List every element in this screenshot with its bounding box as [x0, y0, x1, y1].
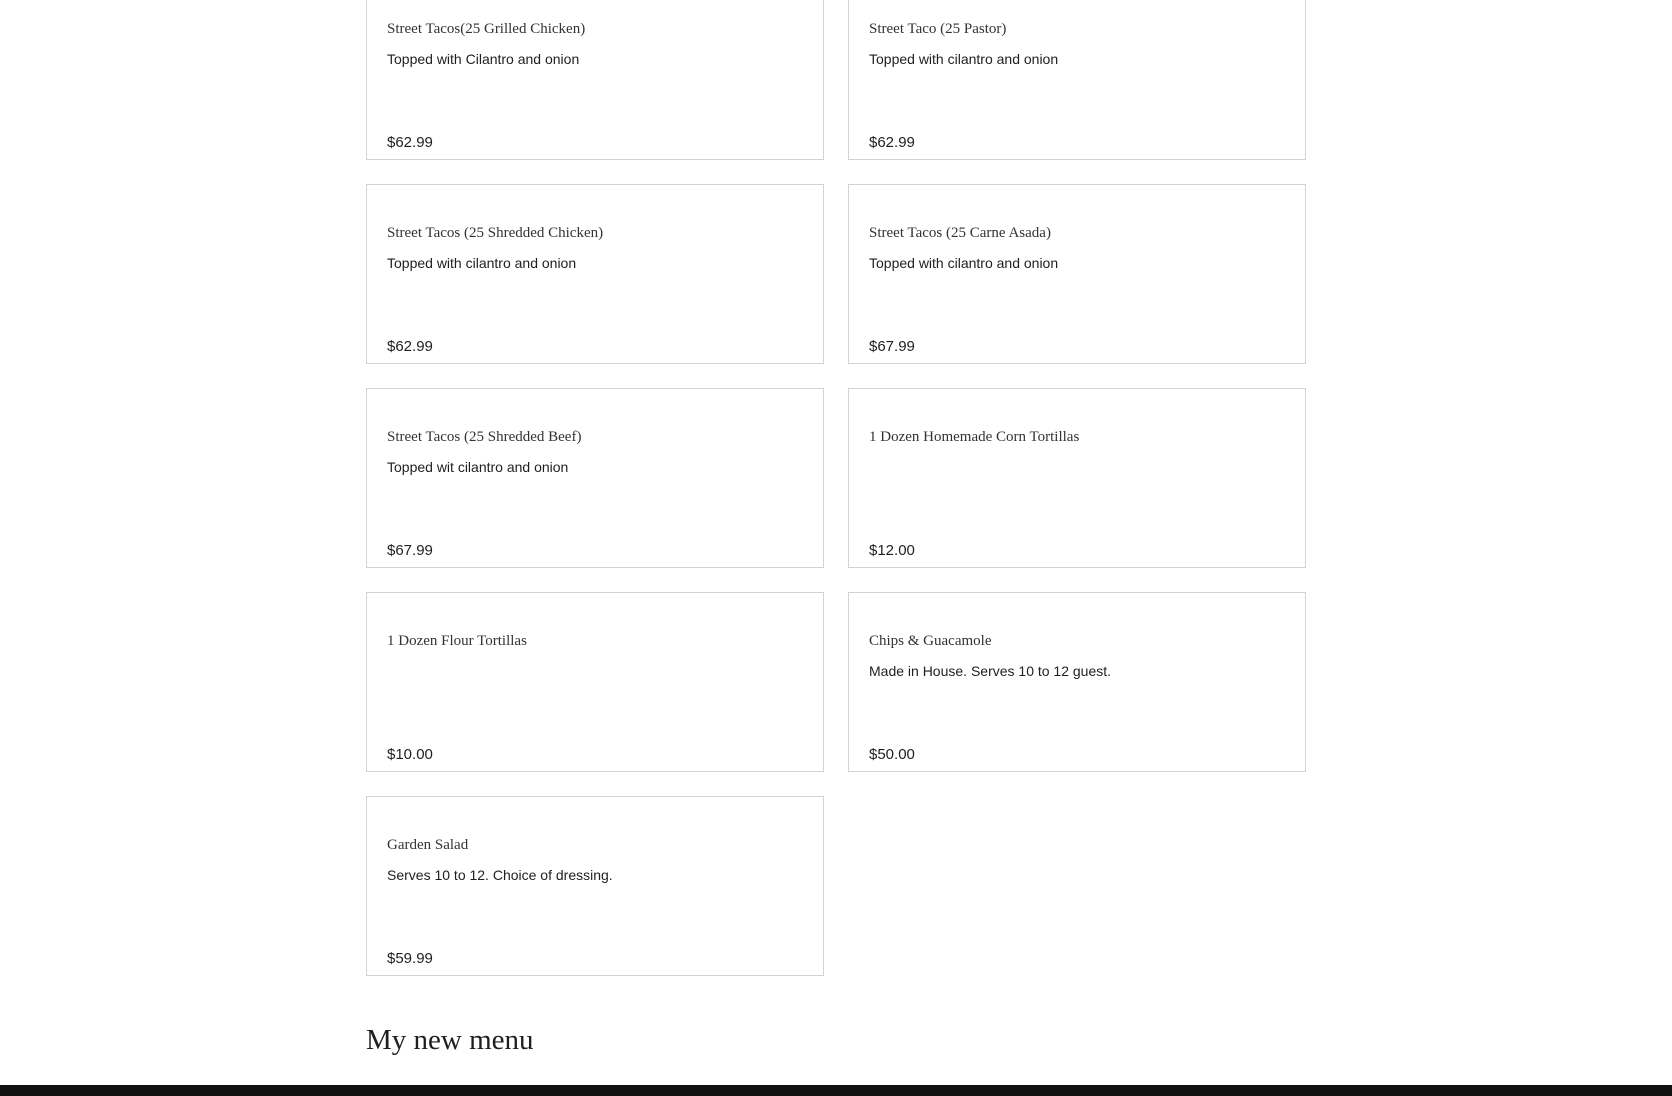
menu-item-description: Made in House. Serves 10 to 12 guest.	[869, 663, 1112, 679]
menu-item-name: Street Taco (25 Pastor)	[869, 21, 1007, 37]
menu-item-name: 1 Dozen Flour Tortillas	[387, 633, 527, 649]
menu-item-price: $59.99	[387, 950, 433, 967]
menu-item-name: Street Tacos(25 Grilled Chicken)	[387, 21, 586, 37]
menu-item-price: $62.99	[869, 134, 915, 151]
menu-item-price: $50.00	[869, 746, 915, 763]
menu-item-description: Topped with Cilantro and onion	[387, 51, 580, 67]
menu-item-name: Garden Salad	[387, 837, 469, 853]
menu-item-card	[366, 0, 824, 160]
menu-items-grid	[366, 0, 1306, 976]
menu-item-price: $10.00	[387, 746, 433, 763]
menu-item-card	[366, 796, 824, 976]
menu-item-card	[366, 592, 824, 772]
footer-bar	[0, 1085, 1672, 1096]
menu-item-name: Chips & Guacamole	[869, 633, 992, 649]
menu-item-card	[848, 388, 1306, 568]
menu-item-card	[848, 184, 1306, 364]
menu-item-card	[848, 592, 1306, 772]
menu-item-description: Topped with cilantro and onion	[869, 51, 1059, 67]
menu-item-price: $62.99	[387, 338, 433, 355]
menu-item-card	[848, 0, 1306, 160]
menu-item-price: $67.99	[387, 542, 433, 559]
menu-item-description: Serves 10 to 12. Choice of dressing.	[387, 867, 613, 883]
menu-item-price: $12.00	[869, 542, 915, 559]
menu-item-price: $62.99	[387, 134, 433, 151]
menu-item-name: 1 Dozen Homemade Corn Tortillas	[869, 429, 1080, 445]
menu-item-name: Street Tacos (25 Carne Asada)	[869, 225, 1051, 241]
menu-item-price: $67.99	[869, 338, 915, 355]
menu-item-name: Street Tacos (25 Shredded Beef)	[387, 429, 582, 445]
menu-item-description: Topped wit cilantro and onion	[387, 459, 569, 475]
menu-item-card	[366, 388, 824, 568]
menu-item-name: Street Tacos (25 Shredded Chicken)	[387, 225, 604, 241]
menu-item-description: Topped with cilantro and onion	[387, 255, 577, 271]
menu-item-description: Topped with cilantro and onion	[869, 255, 1059, 271]
section-title: My new menu	[366, 1024, 534, 1056]
menu-item-card	[366, 184, 824, 364]
